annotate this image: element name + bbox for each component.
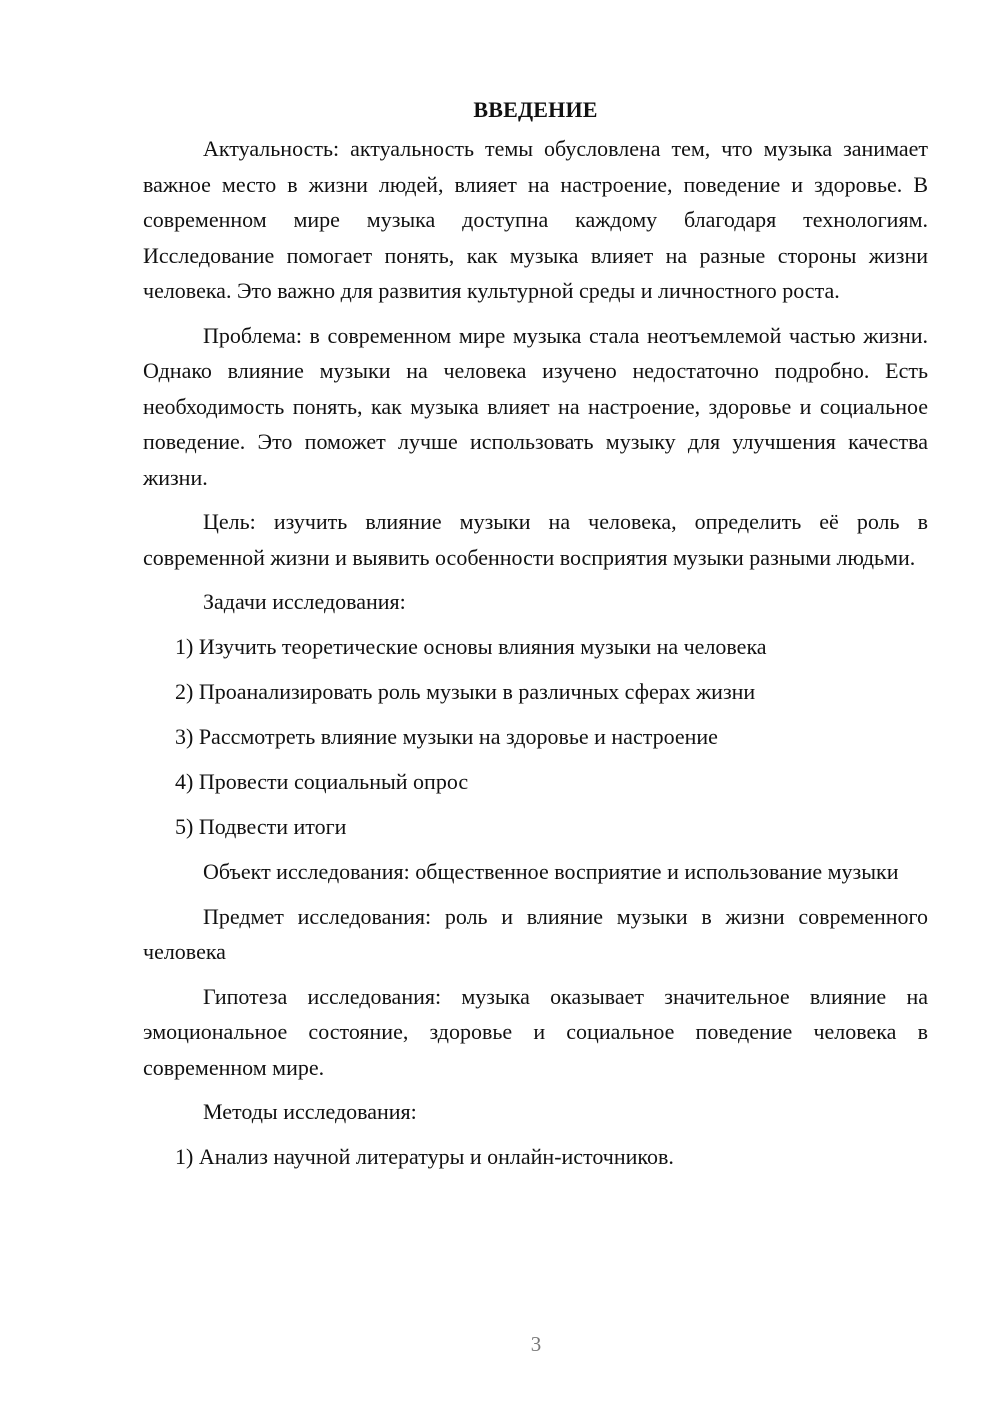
subject-paragraph: Предмет исследования: роль и влияние музыки в жизни современного человека (143, 903, 928, 964)
list-item: 3) Рассмотреть влияние музыки на здоровье и настроение (175, 724, 718, 749)
tasks-list (143, 629, 928, 845)
methods-heading: Методы исследования: (203, 1099, 417, 1124)
hypothesis-paragraph: Гипотеза исследования: музыка оказывает значительное влияние на эмоциональное состояние, здоровье и социальное поведение человека в современном мире. (143, 983, 928, 1080)
goal-paragraph: Цель: изучить влияние музыки на человека, определить её роль в современной жизни и выявить особенности восприятия музыки разными людьми. (143, 509, 928, 570)
relevance-paragraph: Актуальность: актуальность темы обусловлена тем, что музыка занимает важное место в жизни людей, влияет на настроение, поведение и здоровье. В современном мире музыка доступна каждому благодаря технологиям. Исследование помогает понять, как музыка влияет на разные стороны жизни человека. Это важно для развития культурной среды и личностного роста. (143, 136, 928, 303)
methods-list (143, 1139, 928, 1175)
list-item: 1) Анализ научной литературы и онлайн-источников. (175, 1144, 674, 1169)
list-item: 2) Проанализировать роль музыки в различных сферах жизни (175, 679, 756, 704)
object-paragraph: Объект исследования: общественное восприятие и использование музыки (203, 859, 899, 884)
list-item: 4) Провести социальный опрос (175, 769, 469, 794)
list-item: 1) Изучить теоретические основы влияния музыки на человека (175, 634, 767, 659)
list-item: 5) Подвести итоги (175, 814, 347, 839)
page-number: 3 (530, 1332, 542, 1356)
document-page (143, 92, 928, 1184)
page-title: ВВЕДЕНИЕ (473, 97, 598, 122)
problem-paragraph: Проблема: в современном мире музыка стала неотъемлемой частью жизни. Однако влияние музыки на человека изучено недостаточно подробно. Есть необходимость понять, как музыка влияет на настроение, здоровье и социальное поведение. Это поможет лучше использовать музыку для улучшения качества жизни. (143, 322, 928, 490)
tasks-heading: Задачи исследования: (203, 589, 406, 614)
